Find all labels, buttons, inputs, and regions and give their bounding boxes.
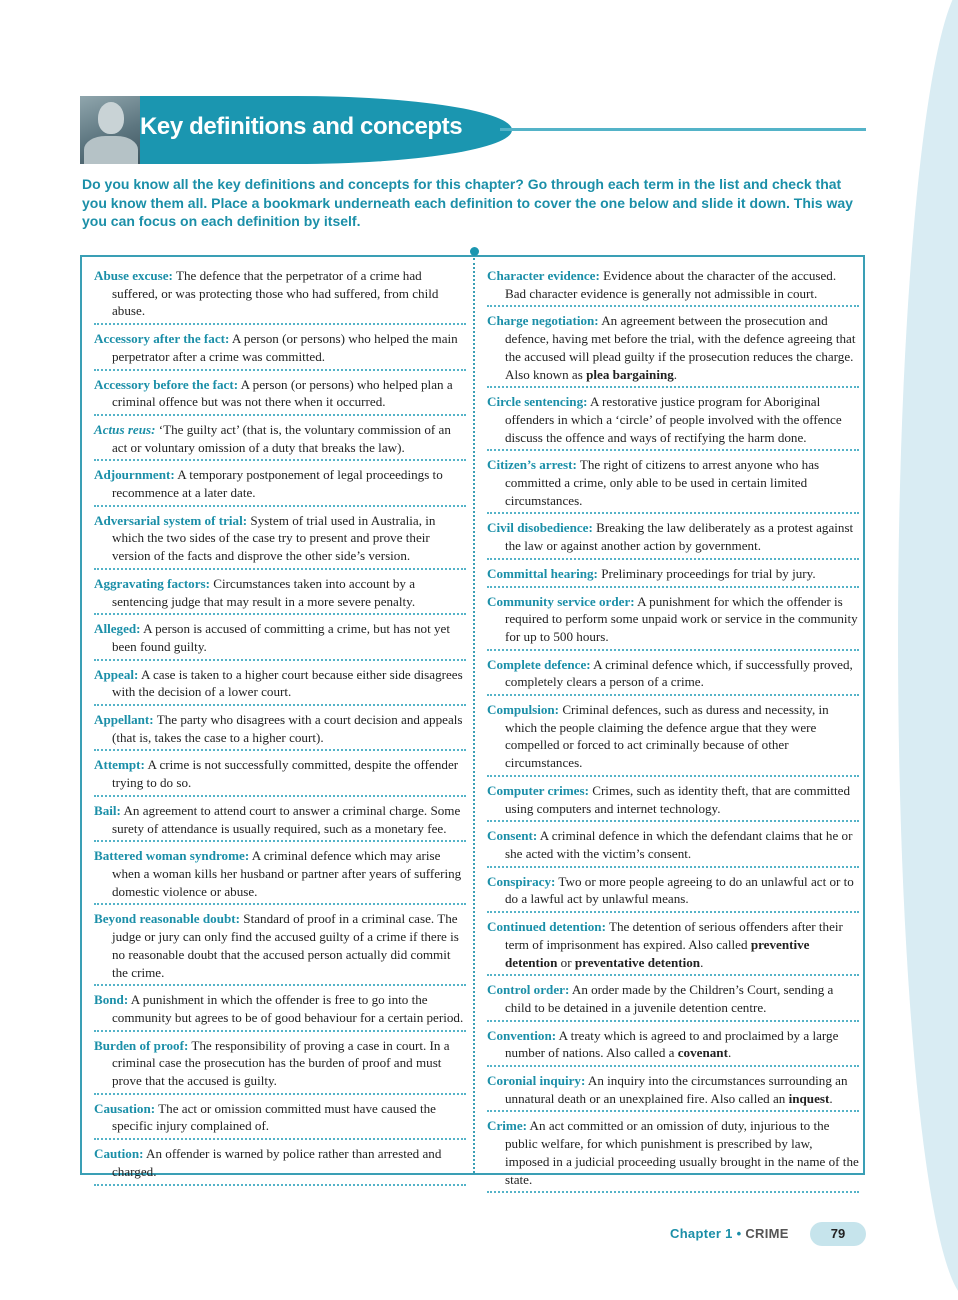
definition-term: Bond:	[94, 992, 129, 1008]
photo-head	[98, 102, 124, 134]
definition-text: A punishment in which the offender is free to go into the community but agrees to be of good behaviour for a certain period.	[112, 992, 464, 1025]
definition-text: A person is accused of committing a crime, but has not yet been found guilty.	[112, 621, 451, 654]
footer-separator: •	[732, 1226, 746, 1241]
definition-text: The party who disagrees with a court decision and appeals (that is, takes the case to a higher court).	[112, 712, 463, 745]
definition-text: Circumstances taken into account by a sentencing judge that may result in a more severe penalty.	[112, 575, 416, 609]
definition-alt-term: inquest	[788, 1090, 830, 1106]
boxer-photo	[80, 96, 140, 164]
photo-shoulders	[84, 136, 138, 164]
definition-term: Control order:	[487, 982, 570, 998]
definition-term: Character evidence:	[487, 268, 600, 283]
intro-text: Do you know all the key definitions and concepts for this chapter? Go through each term in the list and check that you know them all. Place a bookmark underneath each definition to cover the one below and slide it down. This way you can focus on each definition by itself.	[82, 176, 853, 229]
definition-entry	[94, 330, 466, 370]
definition-entry	[94, 1037, 466, 1095]
definition-term: Continued detention:	[487, 919, 606, 935]
definition-text: The responsibility of proving a case in court. In a criminal case the prosecution has the burden of proof and must prove that the accused is guilty.	[112, 1037, 450, 1089]
definition-entry	[487, 393, 859, 451]
definition-term: Convention:	[487, 1027, 557, 1043]
definition-text: Criminal defences, such as duress and necessity, in which the people claiming the defence argue that they were compelled or forced to act criminally because of other circumstances.	[505, 702, 829, 771]
definition-entry	[487, 918, 859, 976]
definition-entry	[94, 666, 466, 706]
definition-text: ‘The guilty act’ (that is, the voluntary commission of an act or voluntary omission of a duty that breaks the law).	[112, 421, 451, 455]
definition-text: System of trial used in Australia, in which the two sides of the case try to present and prove their version of the facts and disprove the other side’s version.	[112, 512, 436, 564]
left-column	[94, 267, 466, 1191]
definition-text: A crime is not successfully committed, despite the offender trying to do so.	[112, 757, 459, 791]
definition-term: Crime:	[487, 1118, 527, 1134]
definition-text: A criminal defence in which the defendant claims that he or she acted with the victim’s consent.	[505, 828, 853, 861]
definition-entry	[94, 267, 466, 325]
definition-text: The detention of serious offenders after their term of imprisonment has expired. Also called	[505, 919, 843, 952]
definition-text: The defence that the perpetrator of a crime had suffered, or was protecting those who had suffered, from child abuse.	[112, 268, 439, 319]
definition-term: Charge negotiation:	[487, 313, 599, 329]
definition-text: A treaty which is agreed to and proclaimed by a large number of nations. Also called a	[505, 1027, 839, 1061]
definition-term: Consent:	[487, 828, 538, 844]
definition-entry	[487, 656, 859, 696]
definition-entry	[487, 782, 859, 822]
definition-term: Complete defence:	[487, 656, 591, 672]
definition-entry	[487, 873, 859, 913]
definition-term: Adversarial system of trial:	[94, 512, 248, 528]
definition-entry	[94, 910, 466, 986]
definition-text: An order made by the Children’s Court, sending a child to be detained in a juvenile detention centre.	[505, 982, 834, 1015]
definition-text-tail: .	[700, 954, 704, 970]
definition-entry	[94, 421, 466, 461]
definition-entry	[487, 519, 859, 559]
definition-term: Actus reus:	[94, 421, 156, 437]
definition-text-tail: or	[557, 954, 575, 970]
definition-term: Accessory before the fact:	[94, 376, 239, 392]
definition-entry	[94, 512, 466, 570]
definition-text: An agreement to attend court to answer a criminal charge. Some surety of attendance is usually required, such as a monetary fee.	[112, 802, 461, 836]
definition-entry	[94, 847, 466, 905]
footer-chapter	[670, 1226, 789, 1241]
definition-alt-term: covenant	[677, 1045, 728, 1061]
definition-term: Caution:	[94, 1146, 144, 1162]
definition-term: Circle sentencing:	[487, 394, 588, 410]
definition-text: Breaking the law deliberately as a protest against the law or against another action by government.	[505, 520, 854, 554]
right-column	[487, 267, 859, 1198]
definition-text: A criminal defence which, if successfully proved, completely clears a person of a crime.	[505, 656, 853, 690]
definition-entry	[487, 1072, 859, 1112]
definition-entry	[487, 312, 859, 388]
definition-term: Adjournment:	[94, 467, 175, 483]
definition-text: An agreement between the prosecution and defence, having met before the trial, with the defence agreeing that the accused will plead guilty if the prosecution reduces the charge. Also known as	[505, 313, 856, 382]
definition-text: A punishment for which the offender is required to perform some unpaid work or service in the community for up to 500 hours.	[505, 593, 858, 644]
definition-term: Accessory after the fact:	[94, 331, 230, 347]
definition-text: The right of citizens to arrest anyone who has committed a crime, only able to be used in certain limited circumstances.	[505, 457, 820, 508]
definition-alt-term: plea bargaining	[586, 366, 674, 382]
definition-text: Preliminary proceedings for trial by jury.	[597, 565, 816, 581]
page-number: 79	[810, 1222, 866, 1246]
definition-alt-term: preventive detention	[505, 936, 810, 970]
definition-entry	[487, 1117, 859, 1193]
definition-text-tail: .	[727, 1045, 732, 1061]
definition-term: Beyond reasonable doubt:	[94, 911, 241, 927]
definition-text: An offender is warned by police rather than arrested and charged.	[112, 1146, 442, 1179]
footer-chapter-label: Chapter 1	[670, 1226, 733, 1241]
definition-term: Alleged:	[94, 621, 141, 637]
definition-text: A temporary postponement of legal proceedings to recommence at a later date.	[112, 467, 443, 501]
definition-text: Crimes, such as identity theft, that are committed using computers and internet technology.	[505, 782, 851, 816]
definition-term: Attempt:	[94, 757, 145, 773]
definition-text: A person (or persons) who helped the main perpetrator after a crime was committed.	[112, 331, 458, 364]
title-rule	[500, 128, 866, 131]
definition-alt-term: preventative detention	[574, 954, 701, 970]
definition-entry	[94, 991, 466, 1031]
definition-text: Two or more people agreeing to do an unlawful act or to do a lawful act by unlawful means.	[505, 873, 854, 907]
divider-dot	[470, 247, 479, 256]
definition-entry	[94, 802, 466, 842]
definition-entry	[487, 565, 859, 588]
definition-term: Community service order:	[487, 593, 635, 609]
definition-entry	[94, 466, 466, 506]
definition-entry	[94, 1100, 466, 1140]
page-title: Key definitions and concepts	[140, 113, 463, 140]
definition-term: Battered woman syndrome:	[94, 848, 250, 864]
definition-term: Compulsion:	[487, 702, 560, 718]
definition-text: Standard of proof in a criminal case. The judge or jury can only find the accused guilty of a crime if there is no reasonable doubt that the accused person actually did commit the crime.	[112, 911, 459, 980]
definition-entry	[487, 456, 859, 514]
column-divider	[473, 258, 475, 1173]
definition-term: Causation:	[94, 1100, 156, 1116]
definition-term: Committal hearing:	[487, 565, 598, 581]
definition-term: Bail:	[94, 802, 121, 818]
definition-term: Abuse excuse:	[94, 268, 173, 283]
definition-term: Computer crimes:	[487, 782, 589, 798]
definition-text: The act or omission committed must have caused the specific injury complained of.	[112, 1100, 436, 1134]
definition-term: Civil disobedience:	[487, 520, 593, 536]
definition-entry	[487, 981, 859, 1021]
definition-term: Aggravating factors:	[94, 575, 210, 591]
definition-text: Evidence about the character of the accused. Bad character evidence is generally not admissible in court.	[505, 268, 837, 301]
definition-entry	[94, 575, 466, 615]
definition-text: A case is taken to a higher court because either side disagrees with the decision of a lower court.	[112, 666, 463, 700]
definition-text: An inquiry into the circumstances surrounding an unnatural death or an unexplained fire. Also called an	[505, 1073, 848, 1106]
definition-entry	[94, 376, 466, 416]
definition-entry	[487, 701, 859, 777]
definition-entry	[94, 620, 466, 660]
definition-text: A person (or persons) who helped plan a criminal offence but was not there when it occurred.	[112, 376, 453, 410]
definition-text: A criminal defence which may arise when a woman kills her husband or partner after years of suffering domestic violence or abuse.	[112, 848, 462, 899]
definition-entry	[94, 711, 466, 751]
definition-entry	[94, 1145, 466, 1185]
definition-entry	[94, 756, 466, 796]
footer-section: CRIME	[745, 1226, 789, 1241]
definition-text-tail: .	[829, 1090, 833, 1106]
definition-term: Appellant:	[94, 712, 154, 728]
definition-term: Coronial inquiry:	[487, 1073, 586, 1089]
definition-entry	[487, 593, 859, 651]
definition-term: Citizen’s arrest:	[487, 457, 577, 473]
definition-term: Burden of proof:	[94, 1037, 189, 1053]
definition-text: A restorative justice program for Aboriginal offenders in which a ‘circle’ of people involved with the offence discuss the offence and ways of rectifying the harm done.	[505, 394, 842, 445]
definition-term: Conspiracy:	[487, 873, 556, 889]
definition-term: Appeal:	[94, 666, 139, 682]
definition-text: An act committed or an omission of duty, injurious to the public welfare, for which punishment is prescribed by law, imposed in a judicial proceeding usually brought in the name of the state.	[505, 1118, 859, 1187]
page-edge-curve	[898, 0, 958, 1300]
definition-entry	[487, 267, 859, 307]
definition-entry	[487, 1027, 859, 1067]
definition-text-tail: .	[673, 366, 678, 382]
definition-entry	[487, 827, 859, 867]
